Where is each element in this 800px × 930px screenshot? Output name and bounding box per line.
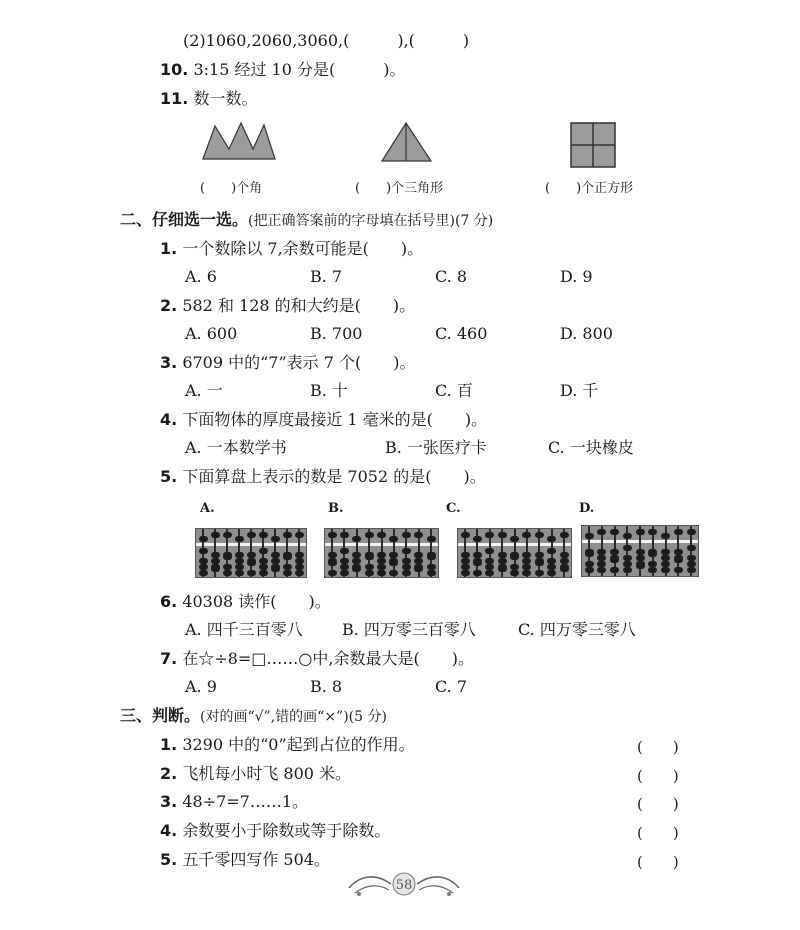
abacus-bead (597, 567, 606, 573)
abacus-bead (211, 532, 220, 538)
abacus-bead (295, 570, 304, 576)
abacus-bead (547, 548, 556, 554)
abacus-bead (389, 570, 398, 576)
option-b: B. 700 (310, 324, 363, 343)
question-number: 4. (160, 410, 178, 429)
abacus-bead (473, 560, 482, 566)
abacus-bead (636, 529, 645, 535)
abacus-bead (585, 533, 594, 539)
abacus-bead (199, 536, 208, 542)
abacus-bead (235, 570, 244, 576)
option-c: C. 460 (435, 324, 488, 343)
abacus-bead (674, 529, 683, 535)
divided-triangle-shape (382, 123, 431, 161)
option-b: B. 十 (310, 381, 348, 400)
abacus-bead (427, 570, 436, 576)
abacus-bead (674, 557, 683, 563)
section-2-heading (120, 210, 493, 231)
abacus-bead (211, 566, 220, 572)
abacus-bead (328, 570, 337, 576)
option-a: A. 9 (185, 677, 217, 696)
question-number: 7. (160, 649, 178, 668)
question-text: 在☆÷8=□……○中,余数最大是( )。 (182, 649, 474, 668)
abacus-a (195, 528, 307, 578)
abacus-bead (427, 554, 436, 560)
abacus-bead (328, 560, 337, 566)
option-a: A. 一本数学书 (185, 438, 287, 457)
caption-squares: ( )个正方形 (545, 181, 634, 196)
abacus-bead (648, 567, 657, 573)
abacus-label-b: B. (328, 501, 344, 516)
abacus-bead (340, 548, 349, 554)
question-number: 3. (160, 792, 178, 811)
abacus-label-a: A. (200, 501, 215, 516)
abacus-bead (199, 570, 208, 576)
question-2-7 (160, 649, 474, 669)
question-number: 2. (160, 296, 178, 315)
question-number: 2. (160, 764, 178, 783)
question-text: 下面算盘上表示的数是 7052 的是( )。 (182, 467, 486, 486)
judge-item-3 (160, 792, 308, 812)
abacus-bead (340, 570, 349, 576)
abacus-bead (247, 532, 256, 538)
abacus-bead (223, 554, 232, 560)
option-c: C. 一块橡皮 (548, 438, 634, 457)
option-b: B. 7 (310, 267, 343, 286)
abacus-bead (547, 536, 556, 542)
page-number-ornament (345, 868, 463, 902)
abacus-bead (402, 570, 411, 576)
question-text: 数一数。 (193, 89, 258, 108)
abacus-bead (259, 548, 268, 554)
question-2-3 (160, 353, 416, 373)
question-number: 5. (160, 850, 178, 869)
question-number: 3. (160, 353, 178, 372)
option-d: D. 800 (560, 324, 613, 343)
abacus-bead (648, 529, 657, 535)
abacus-bead (623, 545, 632, 551)
abacus-bead (535, 570, 544, 576)
abacus-bead (585, 551, 594, 557)
abacus-bead (687, 545, 696, 551)
shapes-figure (195, 118, 695, 174)
abacus-bead (365, 554, 374, 560)
zigzag-angles-shape (203, 123, 275, 159)
abacus-bead (461, 532, 470, 538)
abacus-bead (623, 533, 632, 539)
question-2-5 (160, 467, 486, 487)
abacus-bead (535, 560, 544, 566)
question-text: 3:15 经过 10 分是( )。 (193, 60, 406, 79)
section-title: 二、仔细选一选。 (120, 210, 249, 229)
question-11 (160, 89, 257, 109)
abacus-bead (259, 570, 268, 576)
option-b: B. 一张医疗卡 (385, 438, 487, 457)
abacus-bead (235, 536, 244, 542)
question-number: 4. (160, 821, 178, 840)
question-text: 582 和 128 的和大约是( )。 (182, 296, 416, 315)
question-10 (160, 60, 405, 80)
question-number: 1. (160, 735, 178, 754)
abacus-bead (247, 560, 256, 566)
caption-triangles: ( )个三角形 (355, 181, 444, 196)
question-text: 下面物体的厚度最接近 1 毫米的是( )。 (182, 410, 488, 429)
question-number: 1. (160, 239, 178, 258)
option-b: B. 四万零三百零八 (342, 620, 476, 639)
question-2-6 (160, 592, 331, 612)
abacus-bead (661, 567, 670, 573)
abacus-bead (295, 532, 304, 538)
abacus-bead (427, 536, 436, 542)
question-2-4 (160, 410, 487, 430)
abacus-bead (687, 567, 696, 573)
page-number: 58 (395, 878, 413, 893)
judge-item-1 (160, 735, 415, 755)
abacus-bead (560, 566, 569, 572)
abacus-bead (283, 554, 292, 560)
question-number: 10. (160, 60, 189, 79)
option-c: C. 7 (435, 677, 468, 696)
answer-parens[interactable]: ( ) (637, 853, 679, 871)
abacus-bead (414, 532, 423, 538)
abacus-bead (473, 570, 482, 576)
abacus-bead (485, 532, 494, 538)
option-d: D. 千 (560, 381, 599, 400)
abacus-bead (377, 532, 386, 538)
answer-parens[interactable]: ( ) (637, 824, 679, 842)
abacus-bead (535, 532, 544, 538)
question-text: 40308 读作( )。 (182, 592, 331, 611)
abacus-bead (389, 560, 398, 566)
abacus-bead (271, 536, 280, 542)
abacus-bead (365, 532, 374, 538)
abacus-bead (510, 570, 519, 576)
divided-square-shape (571, 123, 615, 167)
abacus-bead (610, 529, 619, 535)
option-a: A. 6 (185, 267, 217, 286)
abacus-bead (271, 566, 280, 572)
question-number: 5. (160, 467, 178, 486)
caption-angles: ( )个角 (200, 181, 263, 196)
option-a: A. 四千三百零八 (185, 620, 303, 639)
question-number: 6. (160, 592, 178, 611)
abacus-bead (340, 532, 349, 538)
abacus-bead (687, 529, 696, 535)
abacus-bead (610, 557, 619, 563)
option-a: A. 一 (185, 381, 223, 400)
answer-parens[interactable]: ( ) (637, 767, 679, 785)
abacus-bead (636, 563, 645, 569)
abacus-bead (498, 532, 507, 538)
question-2-1 (160, 239, 423, 259)
abacus-bead (377, 570, 386, 576)
abacus-bead (328, 532, 337, 538)
abacus-bead (352, 566, 361, 572)
question-2-2 (160, 296, 415, 316)
section-note: (把正确答案前的字母填在括号里)(7 分) (248, 213, 494, 229)
judge-item-4 (160, 821, 390, 841)
abacus-bead (352, 536, 361, 542)
abacus-bead (402, 548, 411, 554)
question-text: 余数要小于除数或等于除数。 (182, 821, 391, 840)
section-title: 三、判断。 (120, 706, 201, 725)
abacus-bead (259, 532, 268, 538)
abacus-bead (674, 567, 683, 573)
abacus-bead (199, 548, 208, 554)
abacus-bead (485, 570, 494, 576)
question-number: 11. (160, 89, 189, 108)
abacus-c (457, 528, 572, 578)
abacus-bead (623, 567, 632, 573)
abacus-d (581, 525, 699, 577)
abacus-bead (510, 554, 519, 560)
abacus-bead (283, 532, 292, 538)
abacus-bead (283, 570, 292, 576)
abacus-bead (610, 567, 619, 573)
abacus-bead (585, 567, 594, 573)
abacus-bead (485, 548, 494, 554)
option-a: A. 600 (185, 324, 238, 343)
abacus-bead (498, 566, 507, 572)
section-3-heading (120, 706, 387, 727)
question-text: 飞机每小时飞 800 米。 (182, 764, 352, 783)
option-b: B. 8 (310, 677, 343, 696)
abacus-bead (560, 532, 569, 538)
abacus-bead (473, 536, 482, 542)
question-text: 3290 中的“0”起到占位的作用。 (182, 735, 415, 754)
answer-parens[interactable]: ( ) (637, 795, 679, 813)
option-d: D. 9 (560, 267, 593, 286)
abacus-label-c: C. (446, 501, 461, 516)
abacus-bead (510, 536, 519, 542)
abacus-bead (547, 570, 556, 576)
abacus-bead (365, 570, 374, 576)
abacus-bead (402, 532, 411, 538)
abacus-bead (223, 570, 232, 576)
abacus-bead (389, 536, 398, 542)
question-text: 一个数除以 7,余数可能是( )。 (182, 239, 424, 258)
section-note: (对的画“√”,错的画“×”)(5 分) (200, 709, 387, 725)
answer-parens[interactable]: ( ) (637, 738, 679, 756)
abacus-bead (648, 551, 657, 557)
judge-item-2 (160, 764, 351, 784)
abacus-bead (223, 532, 232, 538)
question-text: 6709 中的“7”表示 7 个( )。 (182, 353, 416, 372)
item-9-2: (2)1060,2060,3060,( ),( ) (183, 31, 470, 50)
abacus-bead (414, 566, 423, 572)
question-text: 48÷7=7……1。 (182, 792, 309, 811)
abacus-label-d: D. (579, 501, 595, 516)
question-text: 五千零四写作 504。 (182, 850, 330, 869)
abacus-bead (522, 570, 531, 576)
option-c: C. 百 (435, 381, 473, 400)
abacus-b (324, 528, 439, 578)
abacus-bead (597, 529, 606, 535)
option-c: C. 8 (435, 267, 468, 286)
judge-item-5 (160, 850, 330, 870)
abacus-bead (247, 570, 256, 576)
abacus-bead (522, 532, 531, 538)
abacus-bead (661, 533, 670, 539)
option-c: C. 四万零三零八 (518, 620, 636, 639)
abacus-bead (461, 570, 470, 576)
